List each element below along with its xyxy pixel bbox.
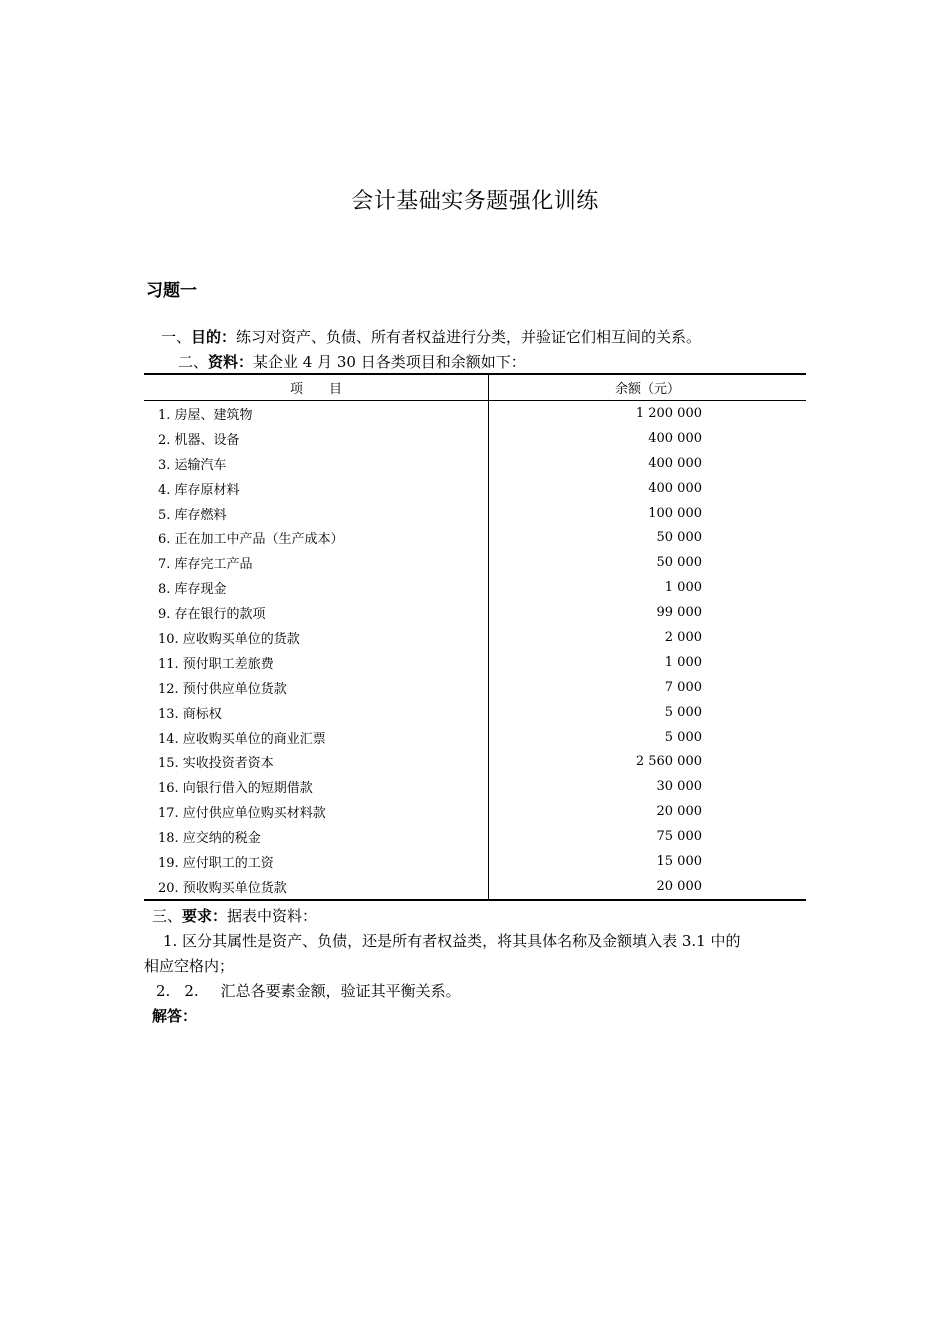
balance-table: [144, 373, 806, 901]
item-cell: [144, 774, 489, 799]
item-name: 19. 应付职工的工资: [158, 855, 274, 871]
table-row: [144, 600, 806, 625]
requirement-2-num: 2.: [156, 982, 171, 1000]
table-row: [144, 625, 806, 650]
balance-cell: 50 000: [656, 555, 702, 571]
item-name: 14. 应收购买单位的商业汇票: [158, 731, 326, 747]
item-name: 16. 向银行借入的短期借款: [158, 781, 313, 797]
item-name: 9. 存在银行的款项: [158, 607, 266, 623]
balance-cell: 20 000: [656, 804, 702, 820]
material-label: 资料：: [208, 353, 254, 371]
answer-label: 解答：: [152, 1007, 198, 1025]
item-cell: [144, 799, 489, 824]
balance-cell: 1 000: [664, 580, 702, 596]
table-row: [144, 774, 806, 799]
item-name: 20. 预收购买单位货款: [158, 880, 287, 896]
item-name: 10. 应收购买单位的货款: [158, 631, 300, 647]
exercise-heading: 习题一: [146, 281, 197, 301]
purpose-prefix: 一、: [161, 328, 192, 346]
item-cell: [144, 625, 489, 650]
purpose-line: [161, 326, 701, 347]
balance-cell: 400 000: [648, 480, 702, 496]
item-name: 12. 预付供应单位货款: [158, 681, 287, 697]
item-cell: [144, 550, 489, 575]
table-row: [144, 401, 806, 426]
item-name: 17. 应付供应单位购买材料款: [158, 806, 326, 822]
balance-cell: 2 000: [664, 629, 702, 645]
table-row: [144, 675, 806, 700]
item-name: 1. 房屋、建筑物: [158, 407, 253, 423]
table-row: [144, 799, 806, 824]
item-cell: [144, 426, 489, 451]
item-name: 6. 正在加工中产品（生产成本）: [158, 532, 344, 548]
requirement-label: 要求：: [182, 907, 228, 925]
balance-cell: 50 000: [656, 530, 702, 546]
page-title: 会计基础实务题强化训练: [351, 189, 599, 214]
item-cell: [144, 451, 489, 476]
balance-cell: 400 000: [648, 455, 702, 471]
requirement-2-line: [156, 980, 461, 1001]
balance-cell: 5 000: [664, 729, 702, 745]
item-cell: [144, 476, 489, 501]
requirement-1-line2: 相应空格内；: [144, 957, 235, 975]
item-cell: [144, 401, 489, 426]
item-name: 13. 商标权: [158, 706, 222, 722]
balance-cell: 15 000: [656, 853, 702, 869]
table-row: [144, 874, 806, 900]
item-name: 5. 库存燃料: [158, 507, 227, 523]
table-row: [144, 650, 806, 675]
table-row: [144, 501, 806, 526]
header-item: 项 目: [144, 374, 489, 401]
item-name: 18. 应交纳的税金: [158, 831, 261, 847]
table-header-row: [144, 374, 806, 401]
balance-cell: 1 200 000: [635, 405, 702, 421]
balance-cell: 1 000: [664, 654, 702, 670]
table-row: [144, 700, 806, 725]
item-cell: [144, 849, 489, 874]
balance-cell: 99 000: [656, 605, 702, 621]
requirement-2-text: 汇总各要素金额，验证其平衡关系。: [220, 982, 461, 1000]
balance-cell: 20 000: [656, 878, 702, 894]
requirement-text: 据表中资料：: [227, 907, 318, 925]
table-row: [144, 849, 806, 874]
purpose-text: 练习对资产、负债、所有者权益进行分类，并验证它们相互间的关系。: [236, 328, 702, 346]
item-cell: [144, 725, 489, 750]
table-row: [144, 426, 806, 451]
balance-cell: 100 000: [648, 505, 702, 521]
item-cell: [144, 749, 489, 774]
item-name: 8. 库存现金: [158, 582, 227, 598]
material-prefix: 二、: [178, 353, 209, 371]
balance-cell: 75 000: [656, 829, 702, 845]
item-name: 7. 库存完工产品: [158, 557, 253, 573]
item-cell: [144, 675, 489, 700]
item-cell: [144, 525, 489, 550]
table-row: [144, 451, 806, 476]
requirement-2-sub: 2.: [184, 982, 199, 1000]
item-name: 11. 预付职工差旅费: [158, 656, 274, 672]
item-name: 4. 库存原材料: [158, 482, 240, 498]
material-text: 某企业 4 月 30 日各类项目和余额如下：: [253, 353, 526, 371]
item-name: 2. 机器、设备: [158, 432, 240, 448]
item-cell: [144, 600, 489, 625]
material-line: [178, 351, 526, 372]
table-body: [144, 401, 806, 900]
item-cell: [144, 501, 489, 526]
table-row: [144, 476, 806, 501]
balance-cell: 7 000: [664, 679, 702, 695]
item-cell: [144, 824, 489, 849]
table-row: [144, 749, 806, 774]
requirement-1-line1: 1. 区分其属性是资产、负债，还是所有者权益类，将其具体名称及金额填入表 3.1 中的: [163, 932, 741, 950]
header-balance: 余额（元）: [489, 374, 807, 401]
table-row: [144, 824, 806, 849]
balance-cell: 30 000: [656, 779, 702, 795]
balance-cell: 5 000: [664, 704, 702, 720]
requirement-prefix: 三、: [152, 907, 183, 925]
table-row: [144, 725, 806, 750]
balance-cell: 400 000: [648, 430, 702, 446]
table-row: [144, 525, 806, 550]
item-name: 3. 运输汽车: [158, 457, 227, 473]
item-name: 15. 实收投资者资本: [158, 756, 274, 772]
requirement-line: [152, 905, 317, 926]
item-cell: [144, 700, 489, 725]
item-cell: [144, 575, 489, 600]
table-row: [144, 575, 806, 600]
item-cell: [144, 650, 489, 675]
balance-cell: 2 560 000: [635, 754, 702, 770]
table-row: [144, 550, 806, 575]
purpose-label: 目的：: [191, 328, 237, 346]
item-cell: [144, 874, 489, 900]
